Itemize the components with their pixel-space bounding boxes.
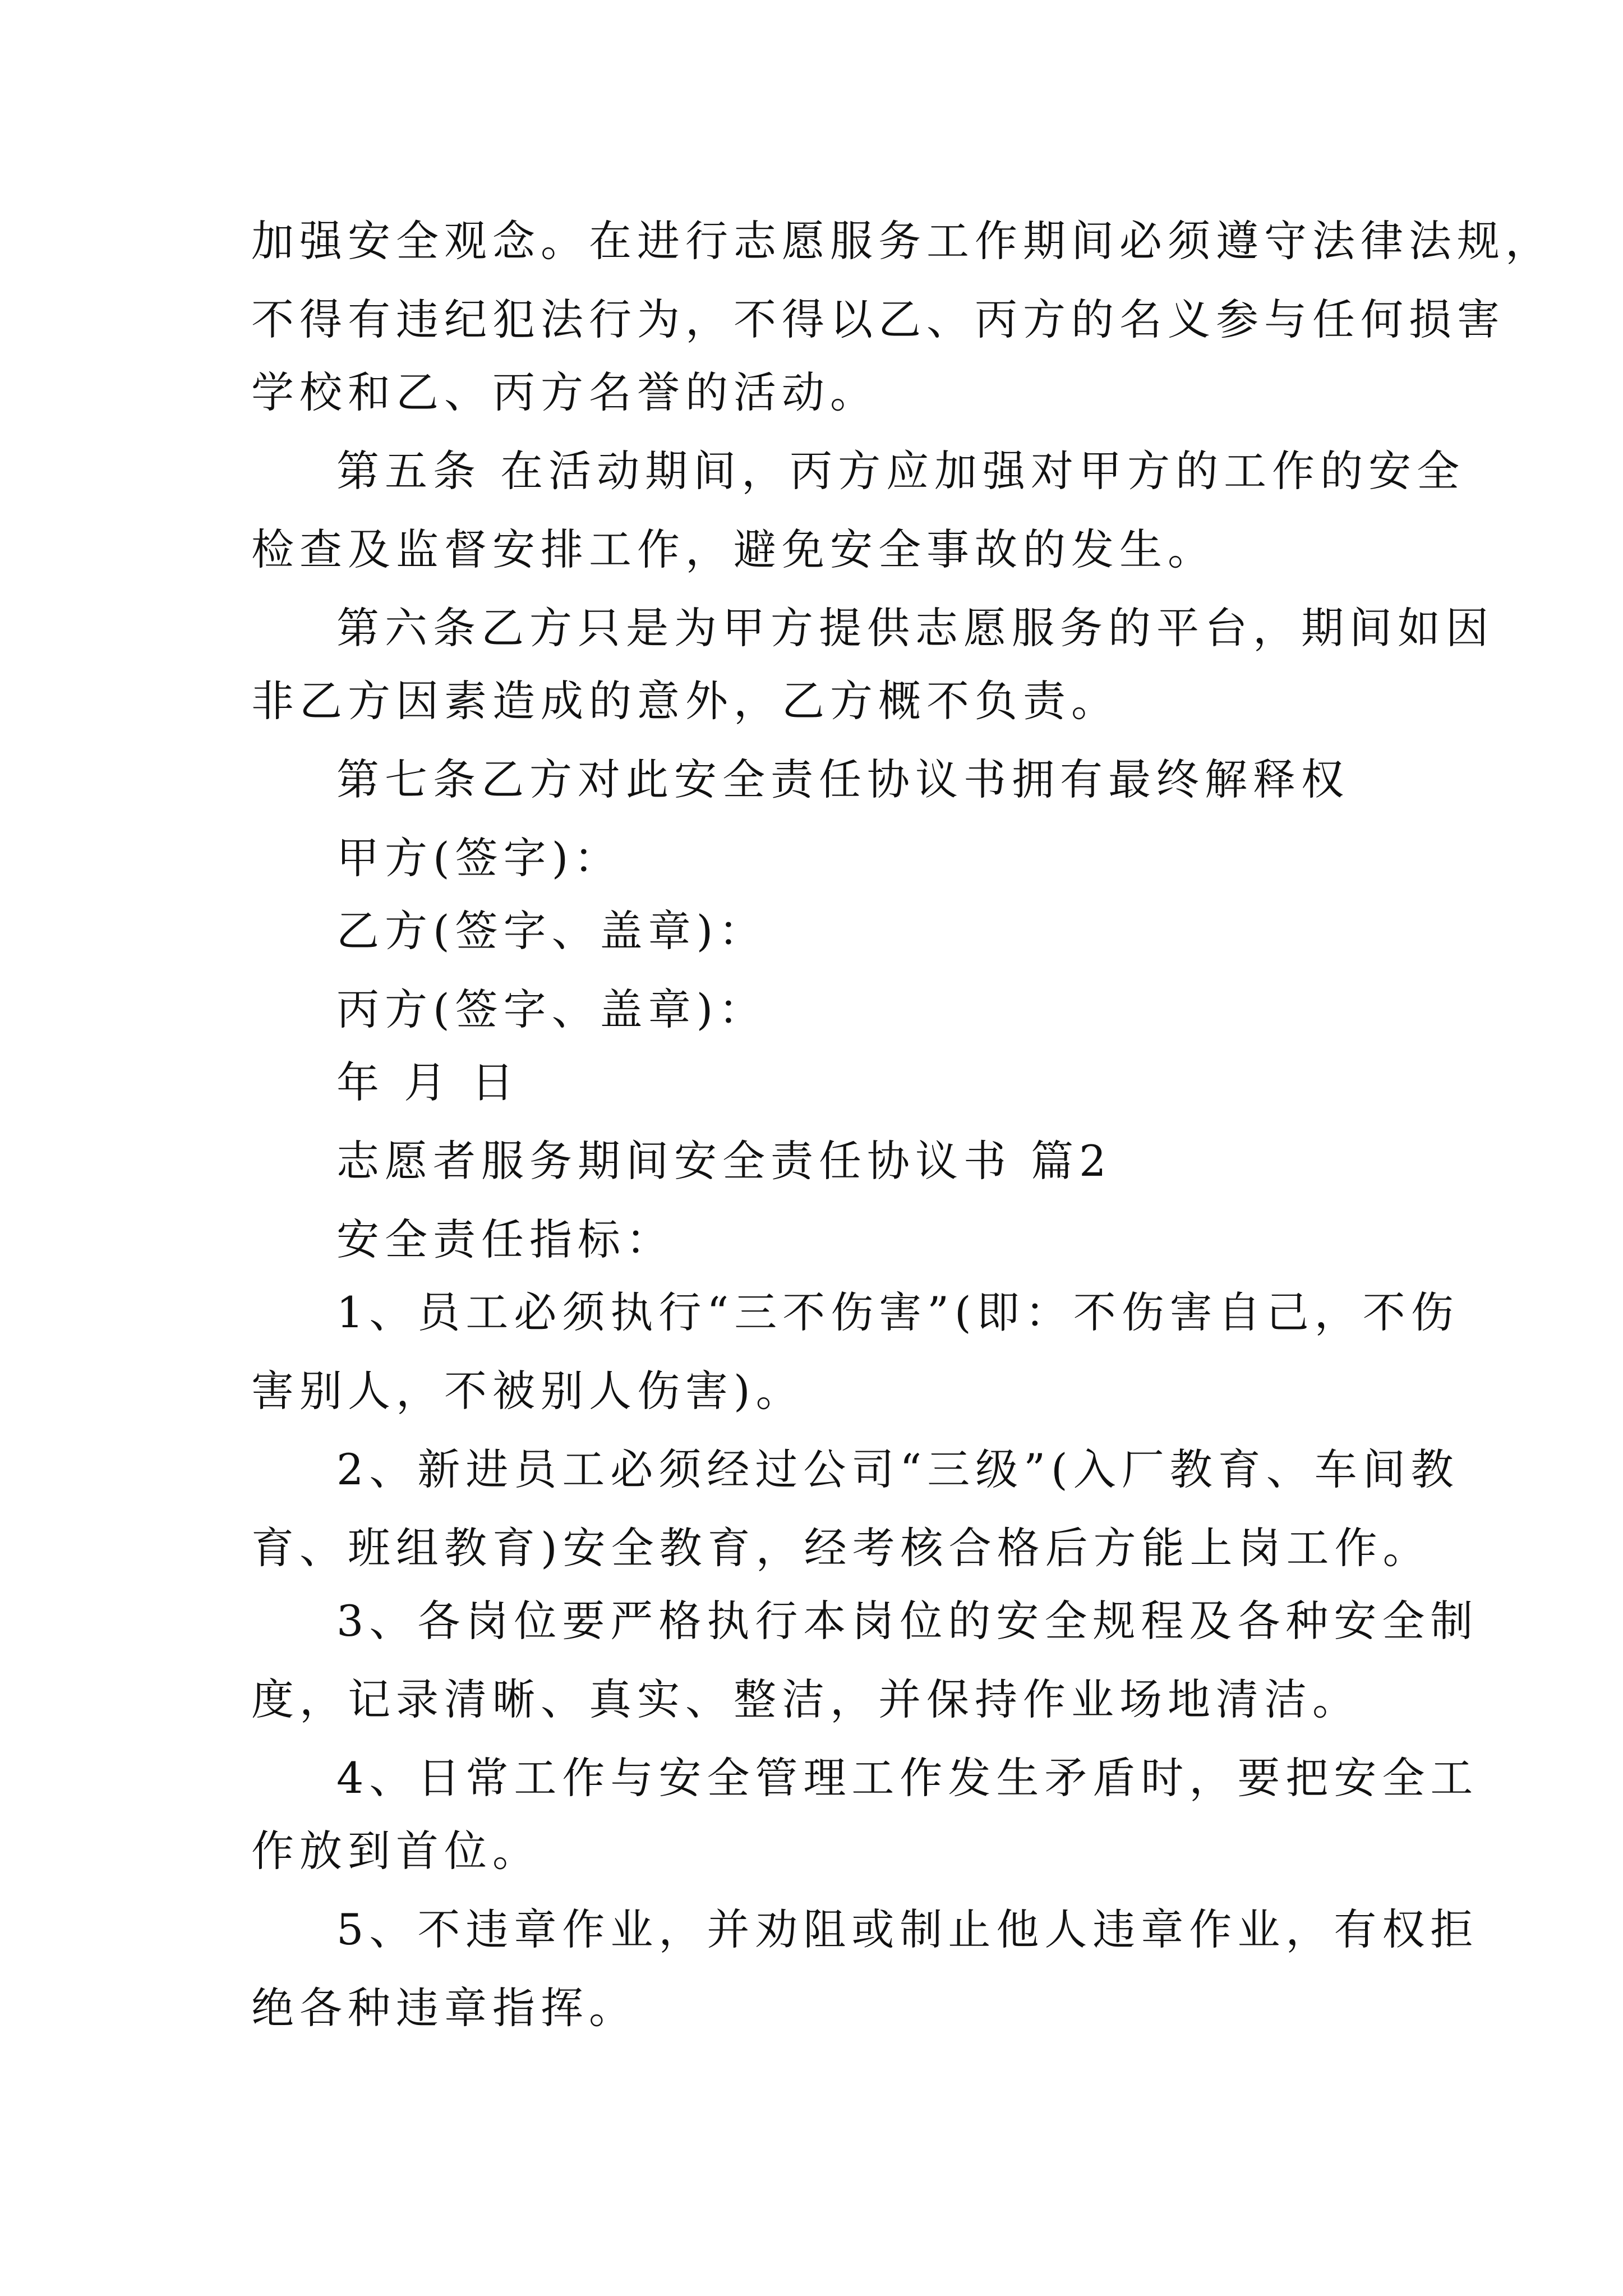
section-title: 志愿者服务期间安全责任协议书 篇2 [336,1136,1112,1186]
text-line: 第五条 在活动期间，丙方应加强对甲方的工作的安全 [336,446,1465,496]
text-line: 非乙方因素造成的意外，乙方概不负责。 [251,676,1119,726]
signature-line-party-c: 丙方(签字、盖章)： [336,984,767,1034]
text-line: 第七条乙方对此安全责任协议书拥有最终解释权 [336,754,1349,804]
text-line: 绝各种违章指挥。 [251,1983,637,2033]
text-line: 3、各岗位要严格执行本岗位的安全规程及各种安全制 [336,1596,1479,1646]
text-line: 第六条乙方只是为甲方提供志愿服务的平台，期间如因 [336,603,1494,653]
text-line: 作放到首位。 [251,1826,541,1876]
text-line: 害别人，不被别人伤害)。 [251,1366,804,1416]
signature-line-party-b: 乙方(签字、盖章)： [336,906,767,956]
signature-line-party-a: 甲方(签字)： [336,833,623,883]
text-line: 加强安全观念。在进行志愿服务工作期间必须遵守法律法规， [251,216,1553,266]
date-line: 年 月 日 [336,1057,520,1107]
text-line: 5、不违章作业，并劝阻或制止他人违章作业，有权拒 [336,1904,1479,1954]
text-line: 学校和乙、丙方名誉的活动。 [251,367,878,417]
text-line: 安全责任指标： [336,1214,674,1264]
text-line: 2、新进员工必须经过公司“三级”(入厂教育、车间教 [336,1444,1459,1494]
text-line: 检查及监督安排工作，避免安全事故的发生。 [251,524,1216,574]
text-line: 育、班组教育)安全教育，经考核合格后方能上岗工作。 [251,1523,1431,1573]
text-line: 度，记录清晰、真实、整洁，并保持作业场地清洁。 [251,1674,1361,1724]
text-line: 4、日常工作与安全管理工作发生矛盾时，要把安全工 [336,1753,1479,1803]
text-line: 1、员工必须执行“三不伤害”(即：不伤害自己，不伤 [336,1287,1459,1337]
text-line: 不得有违纪犯法行为，不得以乙、丙方的名义参与任何损害 [251,295,1505,344]
